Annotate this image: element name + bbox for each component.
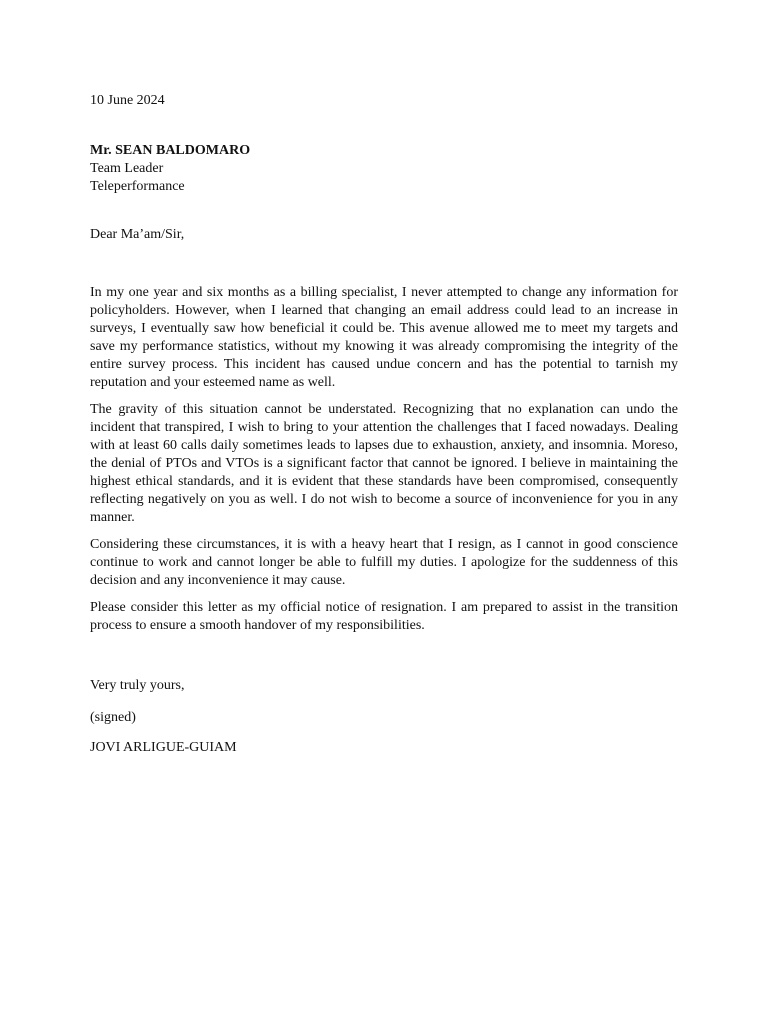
recipient-name: Mr. SEAN BALDOMARO <box>90 143 251 158</box>
closing: Very truly yours, <box>90 678 185 693</box>
body-paragraph-1: In my one year and six months as a billing specialist, I never attempted to change any information for policyholders. However, when I learned that changing an email address could lead to an increase in surveys, I eventually saw how beneficial it could be. This avenue allowed me to meet my targets and save my performance statistics, without my knowing it was already compromising the integrity of the entire survey process. This incident has caused undue concern and has the potential to tarnish my reputation and your esteemed name as well. <box>90 285 678 390</box>
recipient-company: Teleperformance <box>90 179 185 194</box>
salutation: Dear Ma’am/Sir, <box>90 227 185 242</box>
body-paragraph-3: Considering these circumstances, it is with a heavy heart that I resign, as I cannot in good conscience continue to work and cannot longer be able to fulfill my duties. I apologize for the suddenness of this decision and any inconvenience it may cause. <box>90 537 678 588</box>
signature-note: (signed) <box>90 710 136 725</box>
letter-date: 10 June 2024 <box>90 93 165 108</box>
recipient-title: Team Leader <box>90 161 164 176</box>
recipient-block <box>90 142 678 196</box>
body-paragraph-4: Please consider this letter as my official notice of resignation. I am prepared to assist in the transition process to ensure a smooth handover of my responsibilities. <box>90 600 678 633</box>
signer-name: JOVI ARLIGUE-GUIAM <box>90 740 237 755</box>
body-paragraph-2: The gravity of this situation cannot be understated. Recognizing that no explanation can undo the incident that transpired, I wish to bring to your attention the challenges that I faced nowadays. Dealing with at least 60 calls daily sometimes leads to lapses due to exhaustion, anxiety, and insomnia. Moreso, the denial of PTOs and VTOs is a significant factor that cannot be ignored. I believe in maintaining the highest ethical standards, and it is evident that these standards have been compromised, consequently reflecting negatively on you as well. I do not wish to become a source of inconvenience for you in any manner. <box>90 402 678 525</box>
resignation-letter <box>90 92 678 757</box>
